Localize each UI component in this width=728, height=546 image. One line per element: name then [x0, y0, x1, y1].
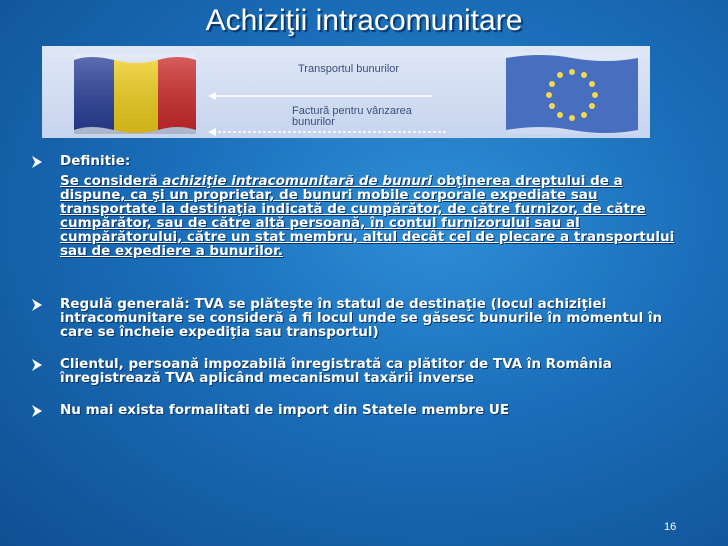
bullet-no-formalities — [30, 403, 690, 417]
definition-text — [60, 174, 690, 258]
bullet-list — [30, 154, 690, 417]
definition-rest: obţinerea dreptului de a dispune, ca şi un proprietar, de bunuri mobile corporale expediate sau transportate la destinaţia indicată de cumpărător, de către furnizor, de către cumpărător, sau de către altă persoană, în contul furnizorului sau al cumpărătorului, către un stat membru, altul decât cel de plecare a transportului sau de expediere a bunurilor. — [60, 173, 675, 259]
invoice-label: Factură pentru vânzarea bunurilor — [292, 105, 412, 128]
bullet-definition — [30, 154, 690, 168]
romania-flag-icon — [70, 52, 200, 134]
arrow-bullet-icon — [30, 358, 44, 372]
definition-heading: Definitie: — [60, 153, 131, 169]
bullet-client — [30, 357, 690, 385]
definition-term: achiziţie intracomunitară de bunuri — [162, 173, 433, 189]
eu-flag-icon — [502, 52, 642, 134]
no-formalities-text: Nu mai exista formalitati de import din Statele membre UE — [60, 402, 510, 418]
arrow-bullet-icon — [30, 404, 44, 418]
slide-title: Achiziţii intracomunitare — [205, 4, 523, 37]
arrow-bullet-icon — [30, 155, 44, 169]
transport-label: Transportul bunurilor — [298, 63, 400, 75]
client-text: Clientul, persoană impozabilă înregistrată ca plătitor de TVA în România înregistrează TVA aplicând mecanismul taxării inverse — [60, 356, 612, 386]
general-rule-text: Regulă generală: TVA se plăteşte în statul de destinaţie (locul achiziţiei intracomunitare se consideră a fi locul unde se găsesc bunurile în momentul în care se încheie expediţia sau transportul) — [60, 296, 663, 340]
bullet-general-rule — [30, 297, 690, 339]
arrow-bullet-icon — [30, 298, 44, 312]
transport-diagram-banner — [42, 46, 650, 138]
page-number: 16 — [664, 521, 677, 533]
definition-prefix: Se consideră — [60, 173, 163, 189]
